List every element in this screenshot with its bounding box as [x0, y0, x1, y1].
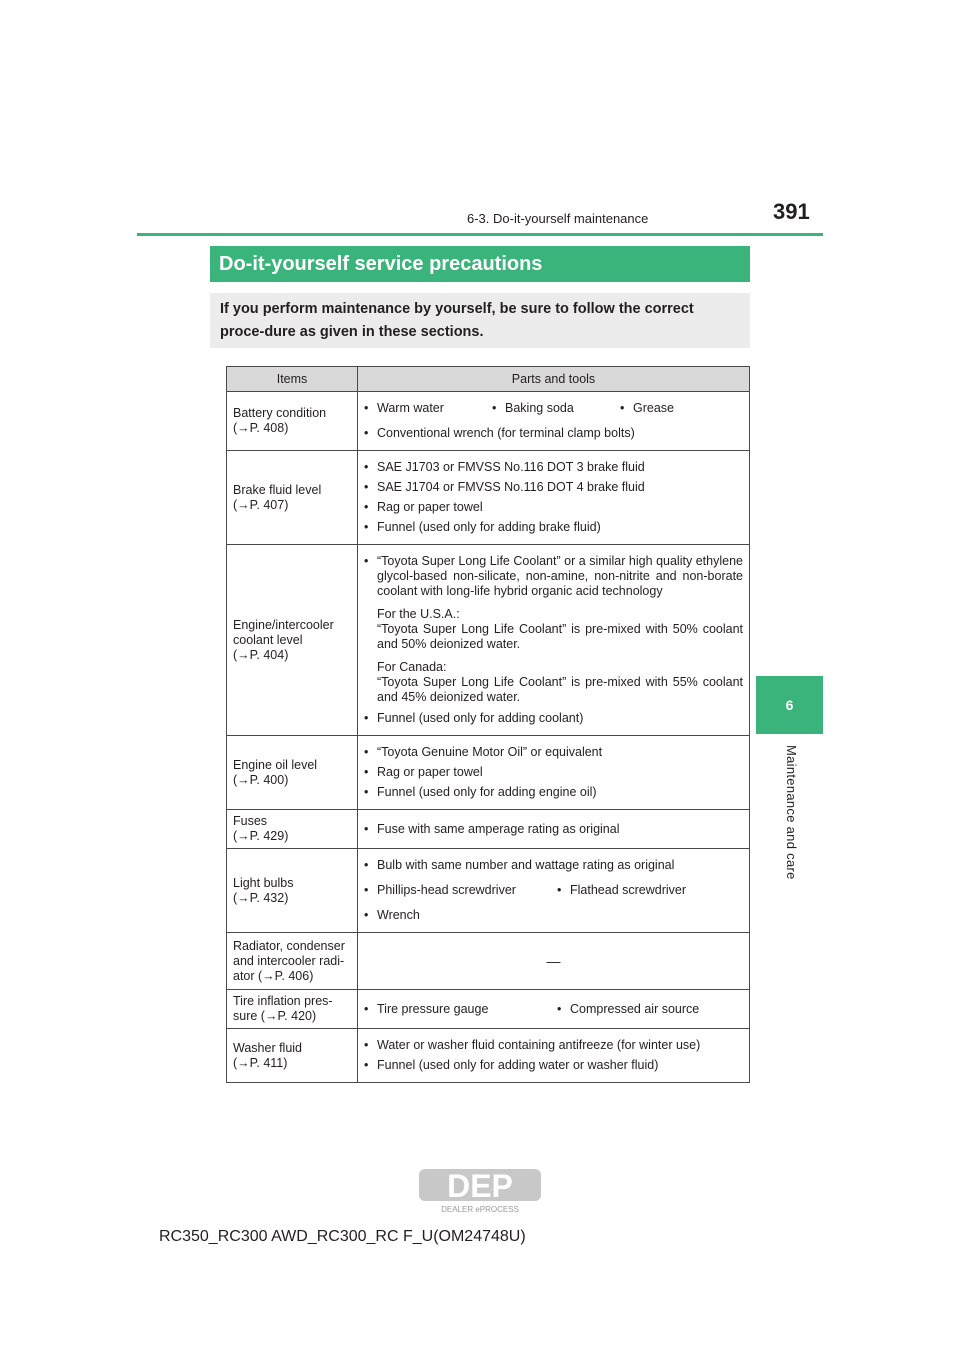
table-row: [227, 451, 750, 545]
page-reference: (→P. 404): [233, 647, 289, 662]
item-name: Fuses: [233, 814, 268, 828]
page-reference: (→P. 407): [233, 497, 289, 512]
section-title: Do-it-yourself service precautions: [210, 246, 750, 282]
table-row: [227, 849, 750, 933]
page-reference: (→P. 432): [233, 890, 289, 905]
item-cell: [227, 392, 358, 451]
list-item: • Phillips-head screwdriver: [364, 883, 557, 898]
item-name: Tire inflation pres-sure (→P. 420): [233, 994, 333, 1023]
table-row: [227, 1029, 750, 1083]
page-reference: (→P. 429): [233, 829, 289, 843]
list-item: • Grease: [620, 401, 674, 416]
item-name: Radiator, condenser and intercooler radi-ator (→P. 406): [233, 938, 345, 983]
column-header-parts: Parts and tools: [358, 367, 750, 392]
footer-model-code: RC350_RC300 AWD_RC300_RC F_U(OM24748U): [159, 1228, 526, 1245]
page-number: 391: [773, 199, 810, 224]
parts-cell: [358, 990, 750, 1029]
chapter-tab: 6: [756, 676, 823, 734]
list-item: • Compressed air source: [557, 1002, 699, 1017]
parts-cell: [358, 849, 750, 933]
item-name: Battery condition: [233, 406, 327, 420]
column-header-items: Items: [227, 367, 358, 392]
table-row: [227, 990, 750, 1029]
table-row: [227, 736, 750, 810]
parts-cell: [358, 736, 750, 810]
logo-text: DEP: [447, 1168, 513, 1204]
list-item: • Rag or paper towel: [364, 765, 743, 780]
list-item: • Wrench: [364, 908, 743, 923]
inline-bullets: [364, 396, 743, 421]
item-name: Brake fluid level: [233, 482, 322, 497]
item-name: Light bulbs: [233, 875, 294, 890]
canada-note: [364, 660, 743, 705]
list-item: • Rag or paper towel: [364, 500, 743, 515]
list-item: • “Toyota Super Long Life Coolant” or a similar high quality ethylene glycol-based non-silicate, non-amine, non-nitrite and non-borate coolant with long-life hybrid organic acid technology: [364, 554, 743, 599]
parts-cell: [358, 451, 750, 545]
page-reference: (→P. 411): [233, 1055, 288, 1070]
header-section-title: 6-3. Do-it-yourself maintenance: [467, 211, 649, 226]
header-rule: [137, 233, 823, 236]
list-item: • Funnel (used only for adding brake fluid): [364, 520, 743, 535]
table-row: [227, 810, 750, 849]
page-reference: (→P. 400): [233, 772, 289, 787]
logo-subtext: DEALER ePROCESS: [441, 1205, 519, 1214]
list-item: • “Toyota Genuine Motor Oil” or equivalent: [364, 745, 743, 760]
item-cell: [227, 736, 358, 810]
item-cell: [227, 451, 358, 545]
list-item: • Funnel (used only for adding coolant): [364, 711, 743, 726]
list-item: • Tire pressure gauge: [364, 1002, 557, 1017]
parts-cell: [358, 1029, 750, 1083]
list-item: • Funnel (used only for adding water or washer fluid): [364, 1058, 743, 1073]
table-header-row: [227, 367, 750, 392]
item-name: Washer fluid: [233, 1040, 303, 1055]
list-item: • SAE J1704 or FMVSS No.116 DOT 4 brake fluid: [364, 480, 743, 495]
usa-label: For the U.S.A.:: [377, 607, 460, 621]
table-row: [227, 545, 750, 736]
item-cell: [227, 933, 358, 990]
list-item: • Baking soda: [492, 401, 620, 416]
table-row: [227, 392, 750, 451]
list-item: • Flathead screwdriver: [557, 883, 686, 898]
list-item: • SAE J1703 or FMVSS No.116 DOT 3 brake fluid: [364, 460, 743, 475]
list-item: • Warm water: [364, 401, 492, 416]
chapter-title: Maintenance and care: [784, 745, 799, 880]
table-row: [227, 933, 750, 990]
item-cell: [227, 849, 358, 933]
intro-text: If you perform maintenance by yourself, be sure to follow the correct proce-dure as given in these sections.: [210, 293, 750, 348]
parts-cell: [358, 545, 750, 736]
parts-cell: [358, 810, 750, 849]
inline-bullets: [364, 878, 743, 903]
item-cell: [227, 810, 358, 849]
item-cell: [227, 1029, 358, 1083]
canada-text: “Toyota Super Long Life Coolant” is pre-mixed with 55% coolant and 45% deionized water.: [377, 675, 743, 704]
list-item: • Bulb with same number and wattage rating as original: [364, 858, 743, 873]
item-name: Engine oil level: [233, 757, 318, 772]
list-item: • Funnel (used only for adding engine oil): [364, 785, 743, 800]
item-cell: [227, 990, 358, 1029]
parts-cell: —: [358, 933, 750, 990]
list-item: • Conventional wrench (for terminal clamp bolts): [364, 426, 743, 441]
item-name: Engine/intercooler coolant level: [233, 617, 334, 647]
page-reference: (→P. 408): [233, 421, 289, 435]
list-item: • Water or washer fluid containing antifreeze (for winter use): [364, 1038, 743, 1053]
parts-cell: [358, 392, 750, 451]
inline-bullets: [364, 997, 743, 1022]
canada-label: For Canada:: [377, 660, 447, 674]
service-table: [226, 366, 750, 1083]
item-cell: [227, 545, 358, 736]
dealer-eprocess-logo: [415, 1163, 545, 1215]
usa-text: “Toyota Super Long Life Coolant” is pre-mixed with 50% coolant and 50% deionized water.: [377, 622, 743, 651]
usa-note: [364, 607, 743, 652]
list-item: • Fuse with same amperage rating as original: [364, 822, 743, 837]
